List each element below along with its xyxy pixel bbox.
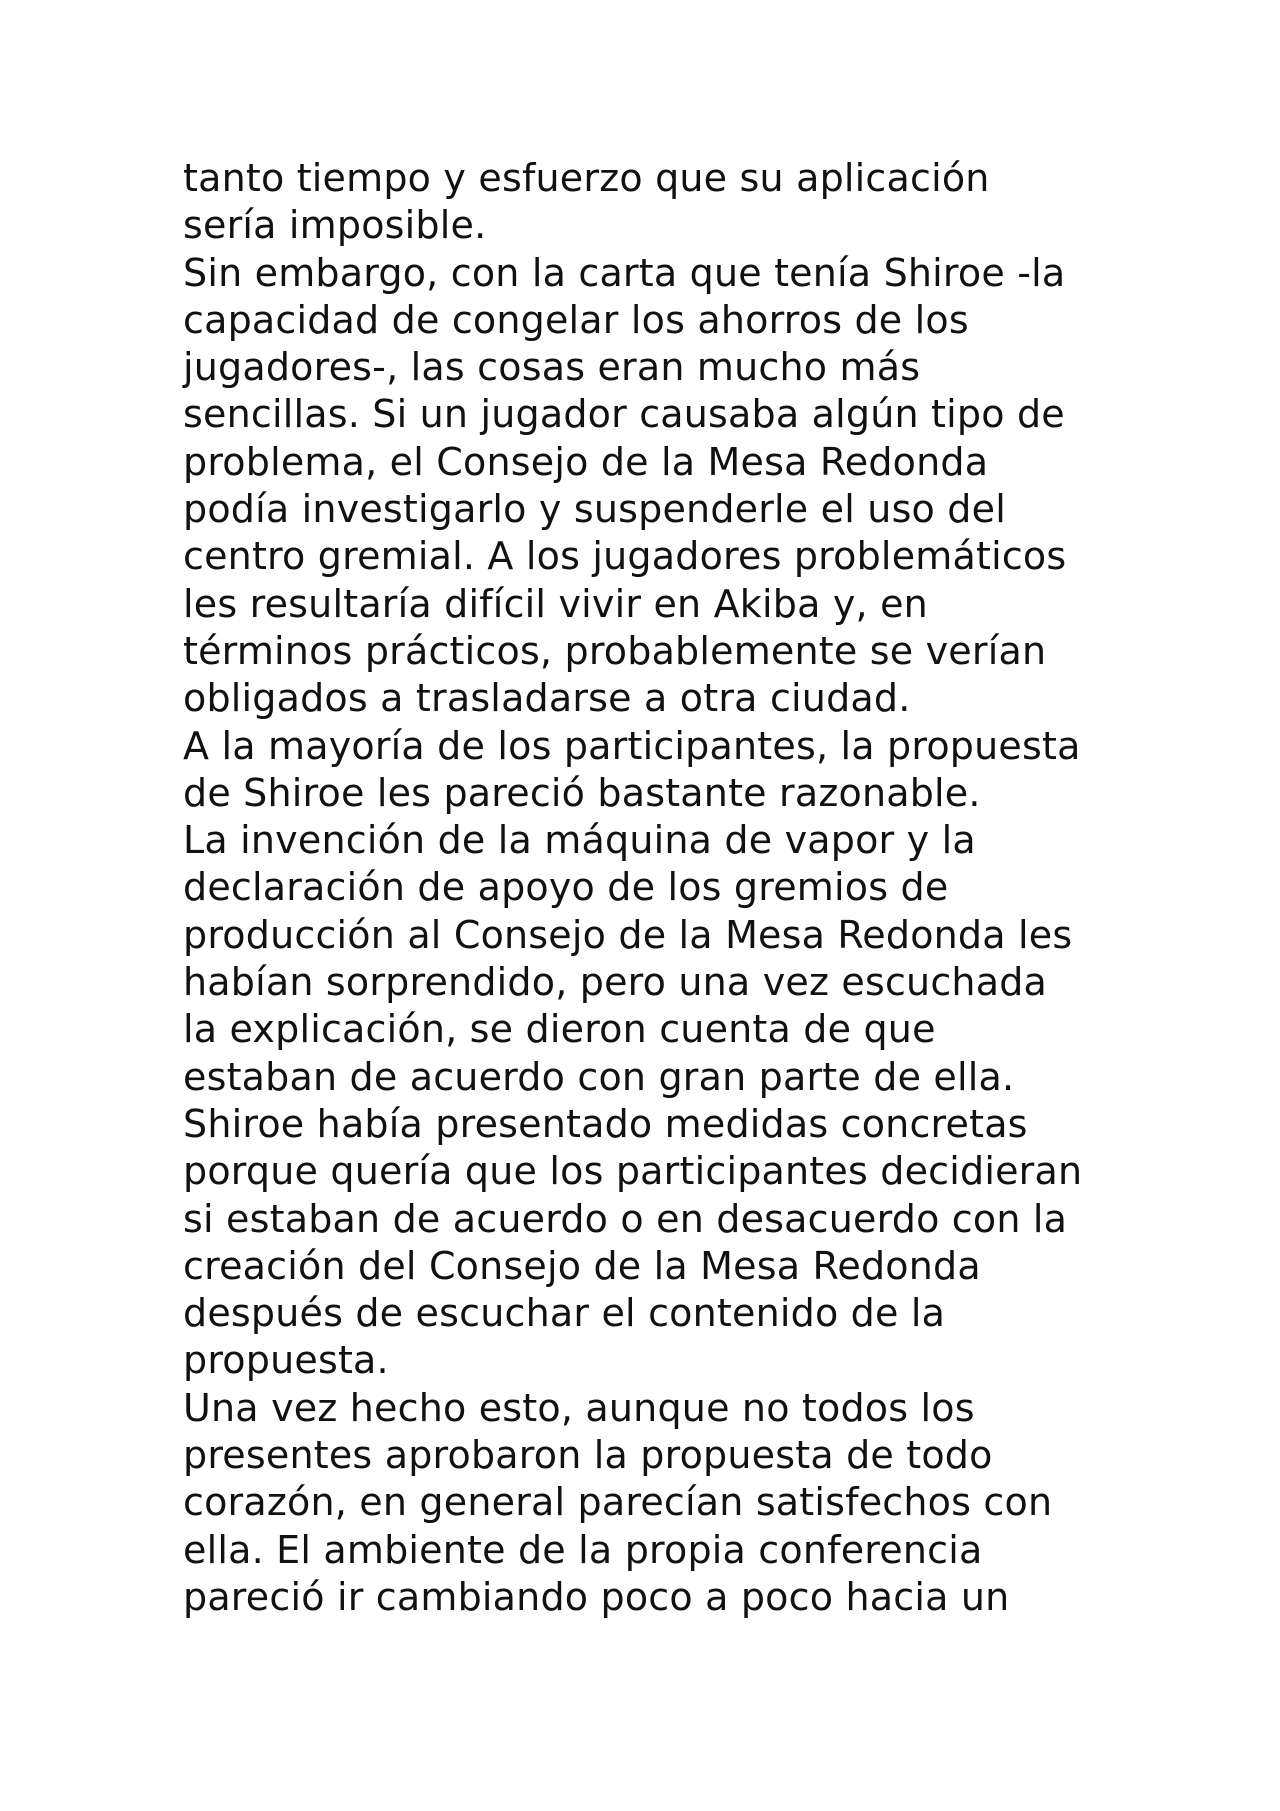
text-line: sería imposible.	[183, 203, 487, 248]
text-line: sencillas. Si un jugador causaba algún tipo de	[183, 392, 1065, 437]
text-line: jugadores-, las cosas eran mucho más	[183, 345, 921, 390]
text-line: obligados a trasladarse a otra ciudad.	[183, 676, 911, 721]
text-line: presentes aprobaron la propuesta de todo	[183, 1433, 993, 1478]
text-line: Sin embargo, con la carta que tenía Shiroe -la	[183, 250, 1066, 295]
text-line: tanto tiempo y esfuerzo que su aplicación	[183, 156, 990, 200]
text-line: producción al Consejo de la Mesa Redonda les	[183, 912, 1073, 957]
text-line: problema, el Consejo de la Mesa Redonda	[183, 439, 989, 484]
text-line: después de escuchar el contenido de la	[183, 1291, 946, 1336]
text-line: declaración de apoyo de los gremios de	[183, 865, 949, 910]
text-line: porque quería que los participantes decidieran	[183, 1149, 1083, 1194]
text-line: Una vez hecho esto, aunque no todos los	[183, 1385, 975, 1430]
text-line: La invención de la máquina de vapor y la	[183, 818, 976, 863]
text-line: les resultaría difícil vivir en Akiba y, en	[183, 581, 928, 626]
text-line: capacidad de congelar los ahorros de los	[183, 297, 969, 342]
text-line: la explicación, se dieron cuenta de que	[183, 1007, 936, 1052]
text-line: pareció ir cambiando poco a poco hacia un	[183, 1574, 1010, 1619]
text-line: habían sorprendido, pero una vez escuchada	[183, 960, 1048, 1005]
text-line: de Shiroe les pareció bastante razonable.	[183, 770, 981, 815]
text-line: A la mayoría de los participantes, la propuesta	[183, 723, 1081, 768]
text-line: podía investigarlo y suspenderle el uso del	[183, 487, 1006, 532]
text-line: propuesta.	[183, 1338, 389, 1383]
text-line: centro gremial. A los jugadores problemáticos	[183, 534, 1067, 579]
body-text	[183, 155, 1183, 1621]
text-line: Shiroe había presentado medidas concretas	[183, 1101, 1028, 1146]
text-line: términos prácticos, probablemente se verían	[183, 628, 1047, 673]
text-line: estaban de acuerdo con gran parte de ella.	[183, 1054, 1015, 1099]
text-line: si estaban de acuerdo o en desacuerdo con la	[183, 1196, 1068, 1241]
text-line: creación del Consejo de la Mesa Redonda	[183, 1243, 981, 1288]
text-line: corazón, en general parecían satisfechos con	[183, 1480, 1053, 1525]
text-line: ella. El ambiente de la propia conferencia	[183, 1527, 983, 1572]
